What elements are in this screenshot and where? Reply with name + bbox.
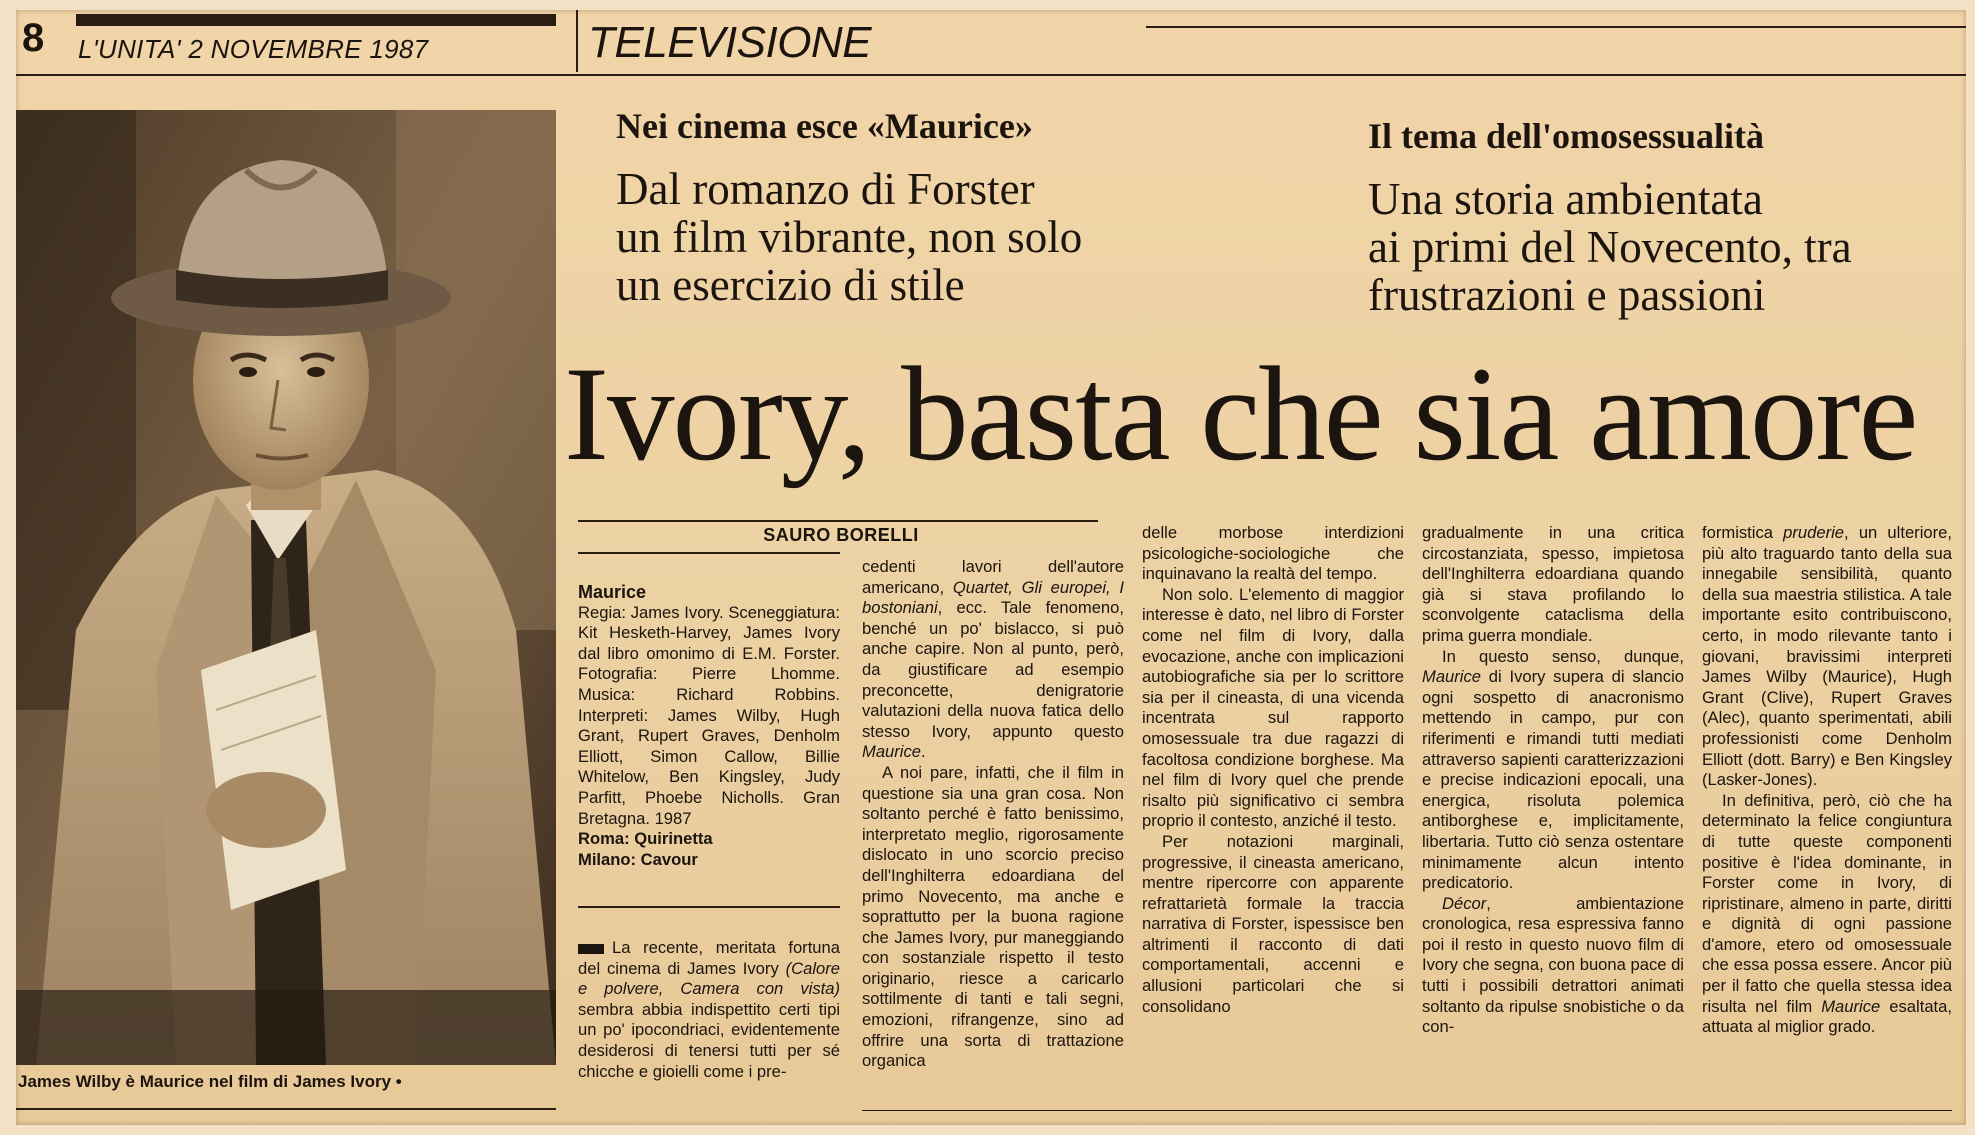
info-box [578, 582, 840, 870]
caption-rule [16, 1108, 556, 1110]
article-column-3 [1142, 523, 1404, 1017]
lead-text-a: La recente, meritata fortuna del cinema di James Ivory [578, 938, 840, 978]
photo-illustration [16, 110, 556, 1065]
section-title: TELEVISIONE [588, 18, 872, 67]
col5-text-d: esaltata, attuata al miglior grado. [1702, 996, 1952, 1037]
col4-text-c: , ambientazione cronologica, resa espressiva fanno poi il resto in questo nuovo film di Ivory che segna, con buona pace di tutti i possibili detrattori animati soltanto da ripulse snobistiche o da con- [1422, 893, 1684, 1037]
photo-caption [18, 1072, 558, 1092]
masthead-rule [1146, 26, 1966, 28]
man-in-fedora-photo [16, 110, 556, 1065]
col2-text-b: , ecc. Tale fenomeno, benché un po' bislacco, si può anche capire. Non al punto, però, da giustificare ad esempio preconcette, denigratorie valutazioni della nuova fatica dello stesso Ivory, appunto questo [862, 598, 1124, 741]
col2-text-c: . [921, 742, 926, 762]
col4-text-italic: Maurice [1422, 667, 1482, 687]
col2-paragraph-2: A noi pare, infatti, che il film in questione sia una gran cosa. Non soltanto perché è fatto benissimo, interpretato meglio, rigorosamente dislocato in uno scorcio preciso dell'Inghilterra edoardiana del primo Novecento, ma anche e soprattutto per la buona ragione che James Ivory, pur maneggiando con sostanziale rispetto il testo originario, riesce a caricarlo sottilmente di tanti e tali segni, emozioni, rifrangenze, sino ad offrire una sorta di trattazione organica [862, 762, 1124, 1071]
article-column-1 [578, 938, 840, 1082]
headline-left-kicker: Nei cinema esce «Maurice» [616, 106, 1033, 146]
col5-text-italic: pruderie [1783, 523, 1845, 542]
page-number: 8 [22, 16, 45, 60]
col4-text-b: di Ivory supera di slancio ogni sospetto di anacronismo mettendo in campo, pur con riferimenti e rimandi tutti mediati attraverso sapienti caratterizzazioni e precise indicazioni epocali, una energica, risoluta polemica antiborghese e, implicitamente, libertaria. Tutto ciò senza ostentare minimamente alcun intento predicatorio. [1422, 667, 1684, 893]
headline-right-kicker: Il tema dell'omosessualità [1368, 116, 1764, 156]
box-top-rule [578, 552, 840, 554]
col3-paragraph-2: Non solo. L'elemento di maggior interesse è dato, nel libro di Forster come nel film di Ivory, dalla evocazione, anche con implicazioni autobiografiche sia per lo scrittore sia per il cineasta, di una vicenda incentrata sul rapporto omosessuale tra due ragazzi di facoltosa condizione borghese. Ma nel film di Ivory quel che prende risalto più significativo ci sembra proprio il contesto, anziché il testo. [1142, 584, 1404, 831]
info-box-credits: Regia: James Ivory. Sceneggiatura: Kit Hesketh-Harvey, James Ivory dal libro omonimo di E.M. Forster. Fotografia: Pierre Lhomme. Musica: Richard Robbins. Interpreti: James Wilby, Hugh Grant, Rupert Graves, Denholm Elliott, Simon Callow, Billie Whitelow, Ben Kingsley, Judy Parfitt, Phoebe Nicholls. Gran Bretagna. 1987 [578, 602, 840, 828]
col5-paragraph-1 [1702, 523, 1952, 791]
col4-text-italic-2: Décor [1442, 893, 1487, 913]
photo-caption-text: James Wilby è Maurice nel film di James Ivory [18, 1072, 392, 1091]
col2-text-a: cedenti lavori dell'autore americano, [862, 557, 1124, 597]
headline-left-deck-3: un esercizio di stile [616, 260, 965, 310]
masthead-bar [76, 14, 556, 26]
date-line: L'UNITA' 2 NOVEMBRE 1987 [78, 34, 429, 64]
col3-paragraph-1: delle morbose interdizioni psicologiche-sociologiche che inquinavano la realtà del tempo. [1142, 523, 1404, 584]
lead-paragraph [578, 938, 840, 1082]
col3-paragraph-3: Per notazioni marginali, progressive, il cineasta americano, mentre ripercorre con apparente refrattarietà formale la traccia narrativa di Forster, ispessisce ben altrimenti il racconto di dati comportamentali, accenni e allusioni particolari che si consolidano [1142, 831, 1404, 1016]
caption-dot-icon: • [395, 1072, 402, 1091]
col2-paragraph-1 [862, 557, 1124, 763]
col5-paragraph-2 [1702, 791, 1952, 1038]
lead-text-italic: (Calore e polvere, Camera con vista) [578, 958, 840, 999]
venue-rome: Roma: Quirinetta [578, 829, 713, 849]
col5-text-italic-2: Maurice [1821, 996, 1881, 1016]
byline: SAURO BORELLI [763, 525, 919, 545]
info-box-title: Maurice [578, 582, 647, 602]
newspaper-page [16, 10, 1966, 1125]
byline-rule [578, 520, 1098, 522]
venue-milan: Milano: Cavour [578, 849, 698, 869]
lead-text-b: sembra abbia indispettito certi tipi un po' ipocondriaci, evidentemente desiderosi di tenersi tutti per sé chicche e gioielli come i pre- [578, 999, 840, 1081]
col4-text-a: In questo senso, dunque, [1442, 646, 1684, 666]
headline-right-deck-3: frustrazioni e passioni [1368, 270, 1766, 320]
lead-square-icon [578, 944, 604, 954]
col5-text-b: , un ulteriore, più alto traguardo tanto della sua innegabile sensibilità, quanto della sua maestria stilistica. A tale importante esito contribuiscono, certo, in modo rilevante tanto i giovani, bravissimi interpreti James Wilby (Maurice), Hugh Grant (Clive), Rupert Graves (Alec), quanto sperimentati, abili professionisti come Denholm Elliott (dott. Barry) e Ben Kingsley (Lasker-Jones). [1702, 523, 1952, 790]
col4-paragraph-1: gradualmente in una critica circostanziata, spesso, impietosa dell'Inghilterra edoardiana quando già si stava profilando lo sconvolgente cataclisma della prima guerra mondiale. [1422, 523, 1684, 645]
masthead [16, 10, 1966, 76]
page-bottom-rule [862, 1110, 1952, 1111]
headline-left-deck-2: un film vibrante, non solo [616, 212, 1083, 262]
article-column-5 [1702, 523, 1952, 1038]
main-headline: Ivory, basta che sia amore [564, 340, 1917, 489]
col2-text-italic: Quartet, Gli europei, I bostoniani [862, 577, 1125, 618]
col5-text-c: In definitiva, però, ciò che ha determinato la felice congiuntura di tutte queste componenti positive è l'idea dominante, in Forster come in Ivory, di ripristinare, almeno in parte, diritti e dignità di ogni passione d'amore, etero od omosessuale che essa possa essere. Ancor più per il fatto che quella stessa idea risulta nel film [1702, 790, 1952, 1016]
info-box-bottom-rule [578, 906, 840, 908]
col4-paragraph-2 [1422, 647, 1684, 894]
headline-right-deck-2: ai primi del Novecento, tra [1368, 222, 1852, 272]
article-column-4 [1422, 523, 1684, 1038]
headline-left-deck-1: Dal romanzo di Forster [616, 164, 1035, 214]
col4-paragraph-3 [1422, 894, 1684, 1038]
col2-text-italic-2: Maurice [862, 742, 922, 762]
col5-text-a: formistica [1702, 523, 1784, 542]
article-column-2 [862, 557, 1124, 1072]
masthead-divider [576, 10, 578, 72]
headline-right-deck-1: Una storia ambientata [1368, 174, 1763, 224]
